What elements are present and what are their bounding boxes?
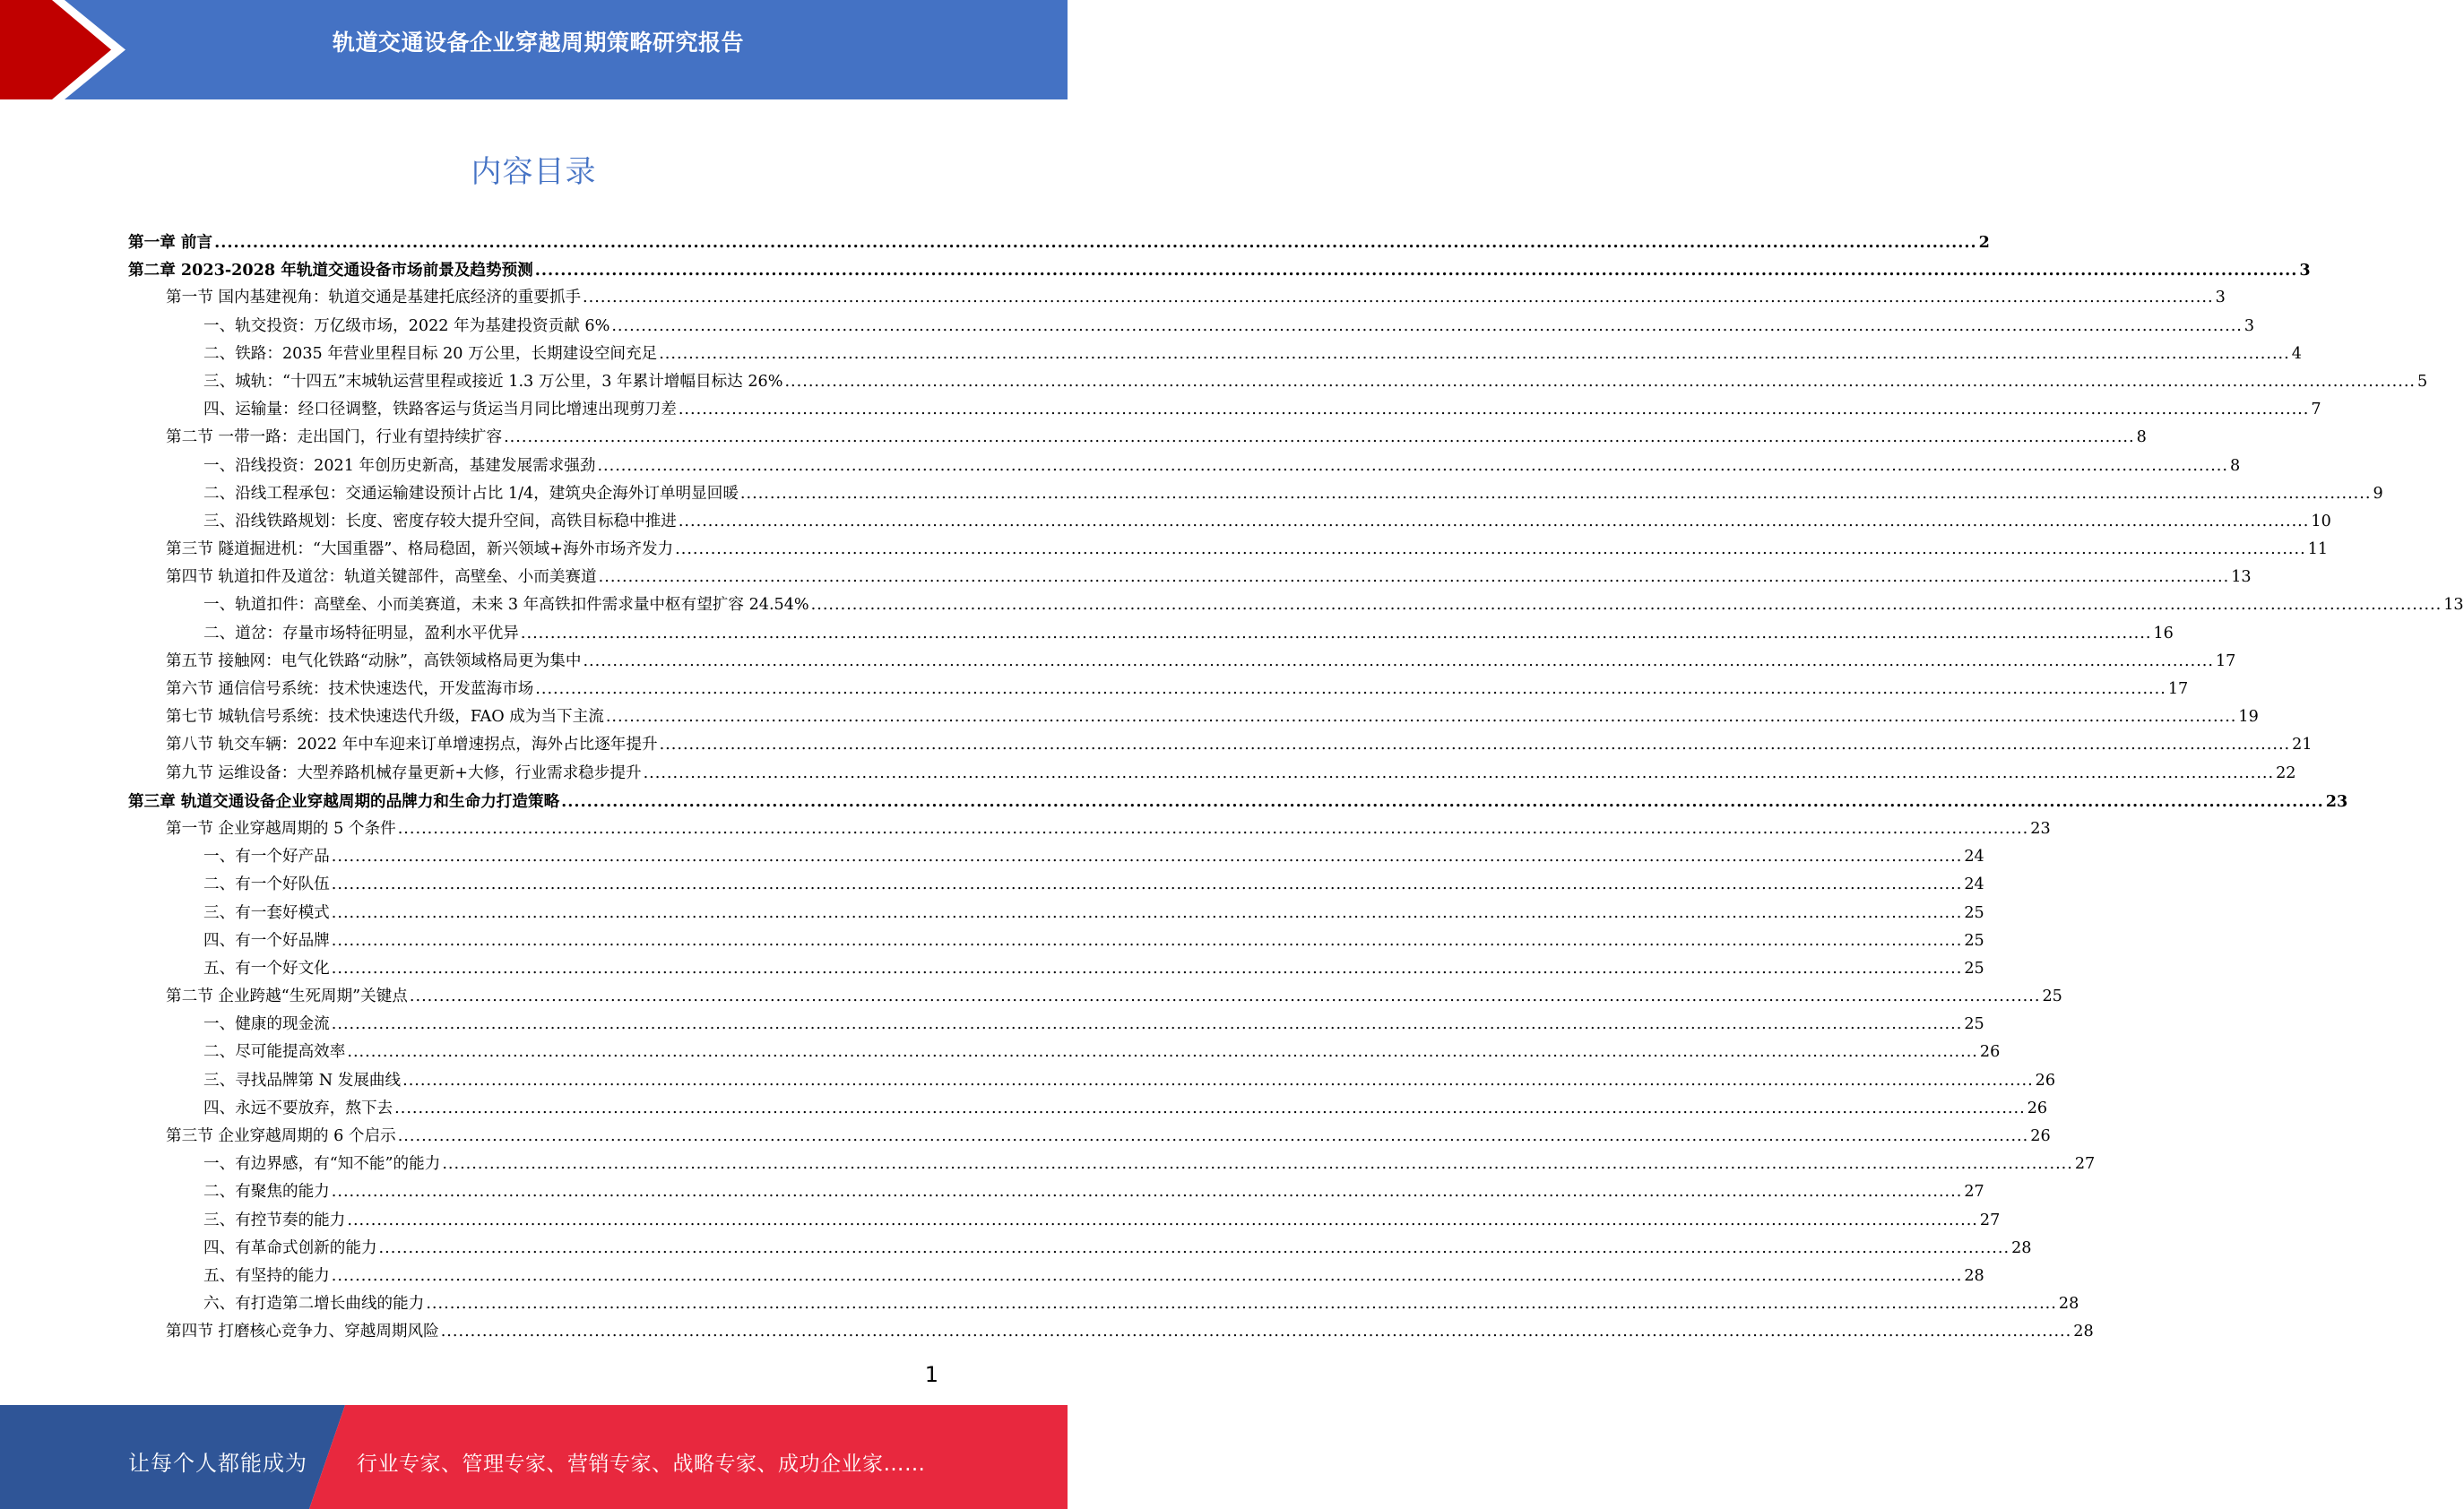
page-number: 1 xyxy=(924,1362,938,1387)
toc-entry[interactable] xyxy=(128,536,2329,564)
toc-entry-title: 二、有聚焦的能力 xyxy=(203,1183,330,1202)
toc-entry-page: 7 xyxy=(2311,401,2321,419)
toc-dot-leader xyxy=(332,1178,1963,1206)
toc-entry-title: 第三章 轨道交通设备企业穿越周期的品牌力和生命力打造策略 xyxy=(128,791,560,811)
toc-entry-page: 27 xyxy=(1964,1183,1984,1202)
toc-dot-leader xyxy=(441,1318,2072,1346)
toc-entry-title: 第五节 接触网：电气化铁路“动脉”，高铁领域格局更为集中 xyxy=(166,651,582,670)
toc-entry[interactable] xyxy=(128,843,1984,871)
toc-entry-page: 26 xyxy=(2027,1099,2048,1117)
toc-dot-leader xyxy=(504,424,2135,452)
toc-entry-title: 一、有边界感，有“知不能”的能力 xyxy=(203,1155,441,1174)
footer-slogan-left: 让每个人都能成为 xyxy=(128,1451,307,1476)
toc-dot-leader xyxy=(398,815,2029,843)
toc-entry-title: 第一章 前言 xyxy=(128,233,213,252)
toc-entry[interactable] xyxy=(128,313,2255,341)
toc-entry-title: 二、道岔：存量市场特征明显，盈利水平优异 xyxy=(203,624,519,642)
toc-entry-title: 第三节 企业穿越周期的 6 个启示 xyxy=(166,1127,396,1145)
toc-entry-title: 第九节 运维设备：大型养路机械存量更新+大修，行业需求稳步提升 xyxy=(166,763,642,782)
toc-entry-title: 四、永远不要放弃，熬下去 xyxy=(203,1099,393,1117)
toc-entry-page: 28 xyxy=(2058,1295,2079,1314)
toc-entry-page: 19 xyxy=(2238,708,2259,727)
toc-entry-page: 27 xyxy=(1979,1211,2001,1229)
toc-entry[interactable] xyxy=(128,900,1984,927)
toc-entry-title: 四、有革命式创新的能力 xyxy=(203,1238,377,1257)
toc-entry-title: 第六节 通信信号系统：技术快速迭代，开发蓝海市场 xyxy=(166,680,534,698)
toc-dot-leader xyxy=(535,676,2166,703)
toc-dot-leader xyxy=(332,843,1963,871)
toc-entry-title: 第一节 国内基建视角：轨道交通是基建托底经济的重要抓手 xyxy=(166,289,582,307)
toc-entry-title: 一、沿线投资：2021 年创历史新高，基建发展需求强劲 xyxy=(203,456,596,475)
toc-entry[interactable] xyxy=(128,1123,2051,1151)
toc-entry-page: 28 xyxy=(1964,1266,1984,1285)
toc-entry-title: 四、有一个好品牌 xyxy=(203,931,330,950)
toc-entry-page: 21 xyxy=(2292,736,2313,754)
toc-entry-page: 25 xyxy=(2042,987,2062,1006)
toc-entry[interactable] xyxy=(128,564,2252,591)
toc-entry[interactable] xyxy=(128,731,2313,759)
toc-entry-title: 三、有一套好模式 xyxy=(203,903,330,922)
toc-entry[interactable] xyxy=(128,1178,1984,1206)
toc-entry-title: 二、沿线工程承包：交通运输建设预计占比 1/4，建筑央企海外订单明显回暖 xyxy=(203,484,739,503)
toc-entry-title: 三、有控节奏的能力 xyxy=(203,1211,346,1229)
toc-dot-leader xyxy=(410,983,2041,1011)
toc-entry-page: 3 xyxy=(2244,316,2255,335)
toc-dot-leader xyxy=(659,341,2290,368)
toc-entry[interactable] xyxy=(128,508,2331,536)
toc-dot-leader xyxy=(332,955,1963,983)
toc-dot-leader xyxy=(332,871,1963,899)
toc-dot-leader xyxy=(402,1067,2034,1095)
toc-dot-leader xyxy=(644,760,2275,788)
toc-entry[interactable] xyxy=(128,1067,2056,1095)
toc-entry-page: 16 xyxy=(2153,624,2174,642)
toc-entry[interactable] xyxy=(128,1263,1984,1290)
toc-entry-page: 27 xyxy=(2074,1155,2096,1174)
toc-entry-title: 二、铁路：2035 年营业里程目标 20 万公里，长期建设空间充足 xyxy=(203,344,658,363)
toc-dot-leader xyxy=(332,1263,1963,1290)
toc-entry[interactable] xyxy=(128,256,2311,284)
toc-entry[interactable] xyxy=(128,788,2348,815)
toc-entry-page: 3 xyxy=(2299,261,2311,280)
toc-entry[interactable] xyxy=(128,620,2174,648)
toc-dot-leader xyxy=(332,1011,1963,1039)
toc-entry[interactable] xyxy=(128,341,2302,368)
toc-dot-leader xyxy=(583,284,2214,312)
toc-entry-title: 一、健康的现金流 xyxy=(203,1015,330,1034)
toc-entry-page: 23 xyxy=(2325,791,2348,811)
toc-entry-page: 25 xyxy=(1964,931,1984,950)
toc-entry-title: 五、有坚持的能力 xyxy=(203,1266,330,1285)
toc-entry[interactable] xyxy=(128,591,2464,619)
toc-entry-page: 4 xyxy=(2291,344,2302,363)
toc-entry-page: 23 xyxy=(2030,819,2051,838)
toc-dot-leader xyxy=(442,1151,2073,1178)
footer-slogan-right: 行业专家、管理专家、营销专家、战略专家、成功企业家…… xyxy=(357,1453,926,1476)
toc-dot-leader xyxy=(347,1039,1978,1066)
toc-entry-page: 24 xyxy=(1964,848,1984,867)
toc-entry[interactable] xyxy=(128,368,2428,396)
toc-entry[interactable] xyxy=(128,955,1984,983)
toc-entry[interactable] xyxy=(128,424,2147,452)
toc-dot-leader xyxy=(599,564,2230,591)
toc-dot-leader xyxy=(811,591,2442,619)
toc-dot-leader xyxy=(426,1290,2057,1318)
toc-entry-title: 六、有打造第二增长曲线的能力 xyxy=(203,1295,425,1314)
toc-dot-leader xyxy=(379,1235,2010,1263)
toc-dot-leader xyxy=(332,900,1963,927)
toc-entry-page: 2 xyxy=(1978,233,1990,252)
toc-entry-title: 第三节 隧道掘进机：“大国重器”、格局稳固，新兴领域+海外市场齐发力 xyxy=(166,540,674,559)
toc-entry[interactable] xyxy=(128,1235,2032,1263)
toc-entry-page: 8 xyxy=(2229,456,2241,475)
toc-entry-title: 第四节 打磨核心竞争力、穿越周期风险 xyxy=(166,1323,439,1341)
toc-dot-leader xyxy=(347,1207,1978,1235)
toc-entry[interactable] xyxy=(128,760,2296,788)
toc-entry-page: 10 xyxy=(2311,512,2331,530)
toc-dot-leader xyxy=(660,731,2291,759)
toc-dot-leader xyxy=(398,1123,2029,1151)
toc-entry-title: 一、轨道扣件：高壁垒、小而美赛道，未来 3 年高铁扣件需求量中枢有望扩容 24.54% xyxy=(203,596,809,615)
toc-entry-title: 一、有一个好产品 xyxy=(203,848,330,867)
header-banner xyxy=(0,0,1068,99)
toc-dot-leader xyxy=(675,536,2306,564)
toc-entry-page: 28 xyxy=(2011,1238,2032,1257)
toc-entry-page: 17 xyxy=(2215,651,2236,670)
toc-entry-page: 25 xyxy=(1964,1015,1984,1034)
toc-entry[interactable] xyxy=(128,229,1990,256)
toc-entry[interactable] xyxy=(128,927,1984,955)
toc-entry[interactable] xyxy=(128,1095,2048,1123)
toc-dot-leader xyxy=(679,508,2310,536)
toc-entry-title: 二、有一个好队伍 xyxy=(203,875,330,894)
toc-entry-page: 3 xyxy=(2215,289,2226,307)
toc-entry[interactable] xyxy=(128,284,2226,312)
toc-entry-page: 25 xyxy=(1964,903,1984,922)
toc-dot-leader xyxy=(332,927,1963,955)
toc-entry-title: 四、运输量：经口径调整，铁路客运与货运当月同比增速出现剪刀差 xyxy=(203,401,677,419)
toc-dot-leader xyxy=(583,648,2214,676)
toc-dot-leader xyxy=(597,453,2228,480)
toc-entry-page: 5 xyxy=(2417,372,2428,391)
toc-entry-page: 26 xyxy=(2030,1127,2051,1145)
toc-entry-title: 第七节 城轨信号系统：技术快速迭代升级，FAO 成为当下主流 xyxy=(166,708,604,727)
toc-entry[interactable] xyxy=(128,396,2321,424)
toc-entry-title: 二、尽可能提高效率 xyxy=(203,1043,346,1062)
toc-dot-leader xyxy=(611,313,2243,341)
toc-entry-page: 24 xyxy=(1964,875,1984,894)
toc-entry-title: 三、城轨：“十四五”末城轨运营里程或接近 1.3 万公里，3 年累计增幅目标达 26% xyxy=(203,372,783,391)
toc-entry-title: 一、轨交投资：万亿级市场，2022 年为基建投资贡献 6% xyxy=(203,316,610,335)
toc-entry[interactable] xyxy=(128,676,2189,703)
toc-entry[interactable] xyxy=(128,1039,2001,1066)
toc-entry-page: 22 xyxy=(2276,763,2296,782)
toc-entry[interactable] xyxy=(128,1207,2001,1235)
toc-entry[interactable] xyxy=(128,871,1984,899)
toc-dot-leader xyxy=(561,788,2324,815)
toc-dot-leader xyxy=(214,229,1977,256)
toc-dot-leader xyxy=(535,256,2298,284)
toc-dot-leader xyxy=(606,703,2237,731)
report-title: 轨道交通设备企业穿越周期策略研究报告 xyxy=(332,30,744,56)
toc-entry-title: 第二节 一带一路：走出国门，行业有望持续扩容 xyxy=(166,428,503,447)
toc-entry[interactable] xyxy=(128,1151,2096,1178)
toc-entry[interactable] xyxy=(128,703,2259,731)
toc-entry-title: 第四节 轨道扣件及道岔：轨道关键部件，高壁垒、小而美赛道 xyxy=(166,568,597,587)
toc-entry-title: 第二节 企业跨越“生死周期”关键点 xyxy=(166,987,408,1006)
toc-entry-title: 三、寻找品牌第 N 发展曲线 xyxy=(203,1071,402,1090)
toc-entry[interactable] xyxy=(128,648,2236,676)
toc-entry-page: 8 xyxy=(2136,428,2147,447)
toc-entry[interactable] xyxy=(128,815,2051,843)
toc-entry[interactable] xyxy=(128,1318,2094,1346)
toc-entry[interactable] xyxy=(128,983,2062,1011)
toc-dot-leader xyxy=(784,368,2416,396)
toc-entry-title: 第二章 2023-2028 年轨道交通设备市场前景及趋势预测 xyxy=(128,261,533,280)
toc-entry-title: 第八节 轨交车辆：2022 年中车迎来订单增速拐点，海外占比逐年提升 xyxy=(166,736,658,754)
toc-entry[interactable] xyxy=(128,1290,2079,1318)
toc-entry[interactable] xyxy=(128,453,2241,480)
toc-entry[interactable] xyxy=(128,1011,1984,1039)
toc-entry-page: 25 xyxy=(1964,959,1984,978)
toc-entry-page: 28 xyxy=(2073,1323,2094,1341)
toc-entry-title: 第一节 企业穿越周期的 5 个条件 xyxy=(166,819,396,838)
toc-heading: 内容目录 xyxy=(471,154,597,190)
toc-dot-leader xyxy=(679,396,2310,424)
table-of-contents xyxy=(128,229,2464,1347)
toc-entry-page: 13 xyxy=(2231,568,2252,587)
toc-entry-page: 26 xyxy=(2035,1071,2056,1090)
toc-entry-page: 11 xyxy=(2307,540,2329,559)
toc-entry-page: 26 xyxy=(1979,1043,2001,1062)
toc-entry-page: 13 xyxy=(2443,596,2464,615)
toc-entry-title: 五、有一个好文化 xyxy=(203,959,330,978)
toc-entry-title: 三、沿线铁路规划：长度、密度存较大提升空间，高铁目标稳中推进 xyxy=(203,512,677,530)
toc-dot-leader xyxy=(394,1095,2026,1123)
toc-entry-page: 9 xyxy=(2373,484,2383,503)
toc-dot-leader xyxy=(740,480,2372,508)
toc-entry-page: 17 xyxy=(2167,680,2189,698)
toc-dot-leader xyxy=(521,620,2152,648)
toc-entry[interactable] xyxy=(128,480,2383,508)
